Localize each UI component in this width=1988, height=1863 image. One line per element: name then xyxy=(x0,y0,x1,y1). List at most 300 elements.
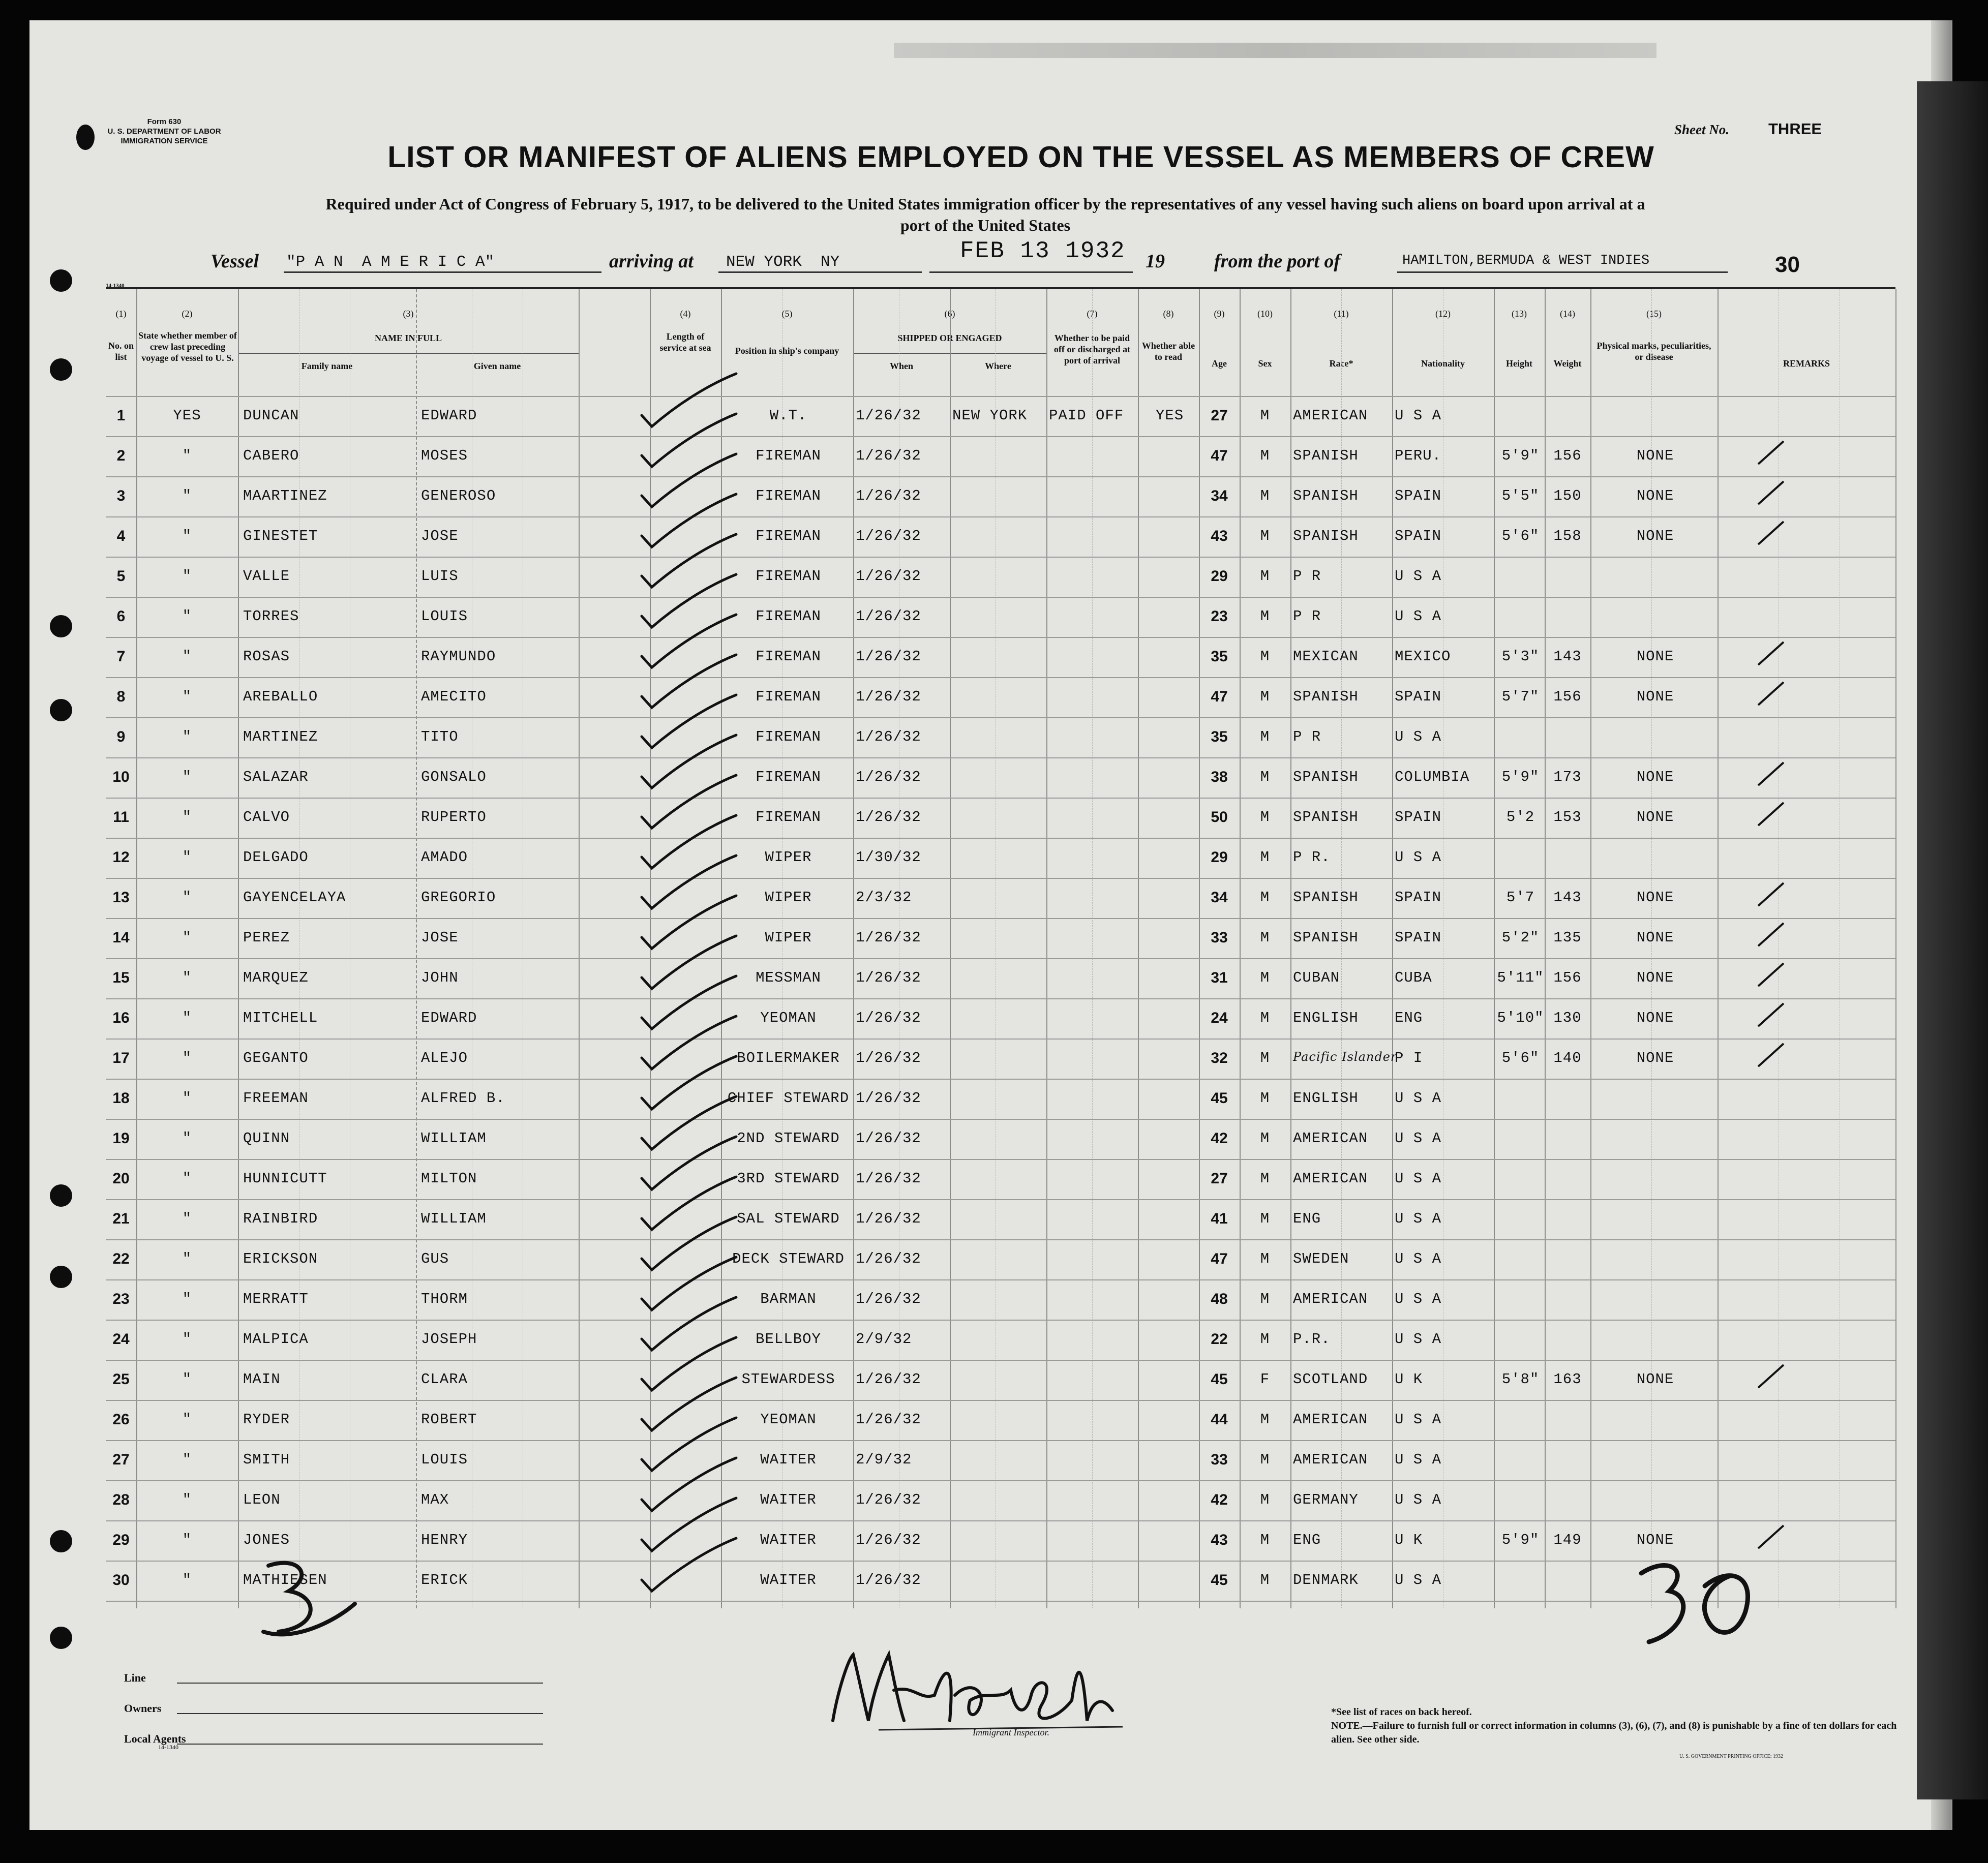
header-state-member: State whether member of crew last preceding voyage of vessel to U. S. xyxy=(138,330,237,363)
cell-given: GONSALO xyxy=(421,769,487,785)
cell-given: THORM xyxy=(421,1291,468,1307)
header-when: When xyxy=(889,361,913,371)
cell-height: 5'9" xyxy=(1501,769,1540,785)
table-row xyxy=(106,918,1895,957)
cell-age: 34 xyxy=(1211,889,1228,906)
cell-no: 10 xyxy=(112,769,130,785)
cell-sex: F xyxy=(1260,1371,1270,1388)
cell-no: 26 xyxy=(112,1411,130,1428)
cell-position: WIPER xyxy=(765,889,812,906)
date-stamp: FEB 13 1932 xyxy=(960,238,1126,264)
row-rule xyxy=(106,1039,1895,1040)
punch-hole xyxy=(50,269,72,292)
row-rule xyxy=(106,1079,1895,1080)
cell-family: MARQUEZ xyxy=(243,969,309,986)
remark-tick-icon xyxy=(1753,918,1794,954)
cell-age: 27 xyxy=(1211,407,1228,424)
table-row xyxy=(106,1480,1895,1519)
row-rule xyxy=(106,516,1895,517)
table-row xyxy=(106,1520,1895,1559)
arriving-underline xyxy=(718,271,922,273)
table-row xyxy=(106,1239,1895,1278)
cell-position: WIPER xyxy=(765,929,812,946)
cell-when: 1/30/32 xyxy=(856,849,921,866)
cell-age: 22 xyxy=(1211,1331,1228,1348)
row-rule xyxy=(106,1440,1895,1441)
cell-prev: " xyxy=(182,809,192,826)
vessel-label: Vessel xyxy=(210,251,259,272)
cell-when: 1/26/32 xyxy=(856,487,921,504)
cell-position: FIREMAN xyxy=(756,809,821,826)
cell-prev: " xyxy=(182,769,192,785)
cell-given: GUS xyxy=(421,1250,449,1267)
cell-sex: M xyxy=(1260,969,1270,986)
cell-prev: " xyxy=(182,528,192,544)
cell-no: 29 xyxy=(112,1532,130,1548)
cell-given: ALEJO xyxy=(421,1050,468,1066)
cell-given: MOSES xyxy=(421,447,468,464)
manifest-sheet xyxy=(29,20,1952,1830)
cell-sex: M xyxy=(1260,1130,1270,1147)
cell-height: 5'8" xyxy=(1501,1371,1540,1388)
cell-position: FIREMAN xyxy=(756,769,821,785)
cell-weight: 150 xyxy=(1553,487,1582,504)
cell-given: AMECITO xyxy=(421,688,487,705)
cell-position: FIREMAN xyxy=(756,568,821,585)
row-rule xyxy=(106,1199,1895,1200)
cell-phys: NONE xyxy=(1636,1532,1674,1548)
table-row xyxy=(106,1360,1895,1398)
cell-given: LOUIS xyxy=(421,1451,468,1468)
cell-position: WIPER xyxy=(765,849,812,866)
table-row xyxy=(106,1159,1895,1198)
table-row xyxy=(106,1440,1895,1479)
row-rule xyxy=(106,1400,1895,1401)
col-num-1: (1) xyxy=(115,309,127,319)
cell-when: 1/26/32 xyxy=(856,1210,921,1227)
table-row xyxy=(106,1400,1895,1439)
col-num-7: (7) xyxy=(1087,309,1098,319)
cell-given: LOUIS xyxy=(421,608,468,625)
remark-tick-icon xyxy=(1753,476,1794,512)
row-rule xyxy=(106,637,1895,638)
cell-when: 2/9/32 xyxy=(856,1331,912,1348)
bleed-through-print xyxy=(894,43,1656,58)
cell-no: 14 xyxy=(112,929,130,946)
row-rule xyxy=(106,918,1895,919)
cell-when: 1/26/32 xyxy=(856,769,921,785)
punch-hole xyxy=(50,699,72,721)
cell-given: CLARA xyxy=(421,1371,468,1388)
cell-prev: " xyxy=(182,1411,192,1428)
table-row xyxy=(106,1320,1895,1358)
agents-form-code: 14-1340 xyxy=(158,1744,178,1751)
cell-family: MAIN xyxy=(243,1371,281,1388)
row-rule xyxy=(106,1239,1895,1240)
row-rule xyxy=(106,557,1895,558)
cell-when: 1/26/32 xyxy=(856,407,921,424)
cell-when: 1/26/32 xyxy=(856,1090,921,1107)
cell-phys: NONE xyxy=(1636,648,1674,665)
cell-age: 33 xyxy=(1211,929,1228,946)
cell-no: 1 xyxy=(116,407,126,424)
cell-race: MEXICAN xyxy=(1293,648,1359,665)
cell-position: BELLBOY xyxy=(756,1331,821,1348)
col-num-2: (2) xyxy=(182,309,193,319)
remark-tick-icon xyxy=(1753,757,1794,793)
cell-prev: " xyxy=(182,1050,192,1066)
arriving-port: NEW YORK NY xyxy=(726,253,840,271)
cell-height: 5'6" xyxy=(1501,528,1540,544)
cell-prev: " xyxy=(182,1491,192,1508)
cell-height: 5'2 xyxy=(1506,809,1535,826)
cell-position: STEWARDESS xyxy=(741,1371,835,1388)
table-row xyxy=(106,516,1895,555)
table-row xyxy=(106,396,1895,435)
cell-race: AMERICAN xyxy=(1293,1130,1368,1147)
cell-no: 28 xyxy=(112,1491,130,1508)
table-row xyxy=(106,677,1895,716)
col-num-15: (15) xyxy=(1646,309,1662,319)
cell-no: 11 xyxy=(113,809,129,826)
cell-race: DENMARK xyxy=(1293,1572,1359,1589)
cell-nat: COLUMBIA xyxy=(1395,769,1470,785)
cell-position: FIREMAN xyxy=(756,728,821,745)
row-rule xyxy=(106,1480,1895,1481)
cell-prev: " xyxy=(182,728,192,745)
cell-when: 1/26/32 xyxy=(856,688,921,705)
cell-position: FIREMAN xyxy=(756,688,821,705)
cell-family: LEON xyxy=(243,1491,281,1508)
header-height: Height xyxy=(1506,358,1532,369)
handwritten-thirty xyxy=(1629,1555,1781,1657)
cell-no: 20 xyxy=(112,1170,130,1187)
cell-family: PEREZ xyxy=(243,929,290,946)
cell-position: CHIEF STEWARD xyxy=(727,1090,850,1107)
cell-height: 5'3" xyxy=(1501,648,1540,665)
cell-given: JOHN xyxy=(421,969,459,986)
cell-given: MILTON xyxy=(421,1170,477,1187)
header-name-in-full: NAME IN FULL xyxy=(374,333,442,343)
form-number: Form 630 xyxy=(147,117,182,126)
cell-race: P R xyxy=(1293,608,1321,625)
cell-race: P R xyxy=(1293,568,1321,585)
cell-nat: U S A xyxy=(1395,407,1442,424)
cell-when: 1/26/32 xyxy=(856,929,921,946)
cell-prev: " xyxy=(182,1572,192,1589)
cell-race: CUBAN xyxy=(1293,969,1340,986)
header-remarks: REMARKS xyxy=(1783,358,1830,369)
cell-position: 2ND STEWARD xyxy=(737,1130,840,1147)
cell-position: WAITER xyxy=(760,1532,817,1548)
row-rule xyxy=(106,757,1895,758)
cell-no: 22 xyxy=(112,1250,130,1267)
cell-race: SPANISH xyxy=(1293,487,1359,504)
cell-nat: SPAIN xyxy=(1395,809,1442,826)
subtitle-line-2: port of the United States xyxy=(900,216,1071,234)
cell-given: WILLIAM xyxy=(421,1210,487,1227)
cell-race: ENGLISH xyxy=(1293,1090,1359,1107)
cell-phys: NONE xyxy=(1636,487,1674,504)
cell-age: 43 xyxy=(1211,528,1228,544)
cell-sex: M xyxy=(1260,648,1270,665)
cell-prev: " xyxy=(182,1371,192,1388)
cell-height: 5'7" xyxy=(1501,688,1540,705)
remark-tick-icon xyxy=(1753,998,1794,1034)
cell-age: 24 xyxy=(1211,1010,1228,1026)
cell-family: MERRATT xyxy=(243,1291,309,1307)
table-row xyxy=(106,637,1895,676)
cell-age: 29 xyxy=(1211,849,1228,866)
col-num-10: (10) xyxy=(1257,309,1273,319)
cell-no: 7 xyxy=(116,648,126,665)
cell-prev: " xyxy=(182,1331,192,1348)
cell-age: 33 xyxy=(1211,1451,1228,1468)
header-race: Race* xyxy=(1329,358,1353,369)
inspector-signature xyxy=(818,1644,1133,1736)
cell-given: WILLIAM xyxy=(421,1130,487,1147)
cell-no: 12 xyxy=(112,849,130,866)
cell-race: SPANISH xyxy=(1293,447,1359,464)
cell-weight: 163 xyxy=(1553,1371,1582,1388)
page-title: LIST OR MANIFEST OF ALIENS EMPLOYED ON THE VESSEL AS MEMBERS OF CREW xyxy=(387,140,1654,174)
cell-family: MALPICA xyxy=(243,1331,309,1348)
cell-nat: U S A xyxy=(1395,608,1442,625)
cell-age: 23 xyxy=(1211,608,1228,625)
cell-sex: M xyxy=(1260,1331,1270,1348)
cell-phys: NONE xyxy=(1636,1050,1674,1066)
cell-when: 1/26/32 xyxy=(856,728,921,745)
cell-age: 42 xyxy=(1211,1491,1228,1508)
cell-weight: 156 xyxy=(1553,688,1582,705)
cell-sex: M xyxy=(1260,1090,1270,1107)
cell-given: EDWARD xyxy=(421,407,477,424)
cell-given: GENEROSO xyxy=(421,487,496,504)
cell-no: 16 xyxy=(112,1010,130,1026)
cell-given: LUIS xyxy=(421,568,459,585)
header-where: Where xyxy=(985,361,1011,371)
cell-nat: P I xyxy=(1395,1050,1423,1066)
cell-when: 1/26/32 xyxy=(856,1291,921,1307)
cell-given: JOSE xyxy=(421,929,459,946)
cell-family: RAINBIRD xyxy=(243,1210,318,1227)
form-identifier xyxy=(106,117,223,146)
cell-prev: " xyxy=(182,1170,192,1187)
date-underline xyxy=(929,271,1133,273)
from-port-value: HAMILTON,BERMUDA & WEST INDIES xyxy=(1402,253,1650,268)
cell-no: 2 xyxy=(116,447,126,464)
cell-age: 45 xyxy=(1211,1090,1228,1107)
table-row xyxy=(106,798,1895,836)
cell-age: 43 xyxy=(1211,1532,1228,1548)
races-note: *See list of races on back hereof. xyxy=(1331,1706,1472,1718)
cell-family: GAYENCELAYA xyxy=(243,889,346,906)
cell-age: 44 xyxy=(1211,1411,1228,1428)
cell-prev: " xyxy=(182,929,192,946)
cell-given: RUPERTO xyxy=(421,809,487,826)
col-num-11: (11) xyxy=(1334,309,1349,319)
cell-no: 9 xyxy=(116,728,126,745)
cell-position: DECK STEWARD xyxy=(732,1250,845,1267)
cell-when: 1/26/32 xyxy=(856,1411,921,1428)
cell-position: BARMAN xyxy=(760,1291,817,1307)
cell-family: QUINN xyxy=(243,1130,290,1147)
cell-given: HENRY xyxy=(421,1532,468,1548)
header-position: Position in ship's company xyxy=(735,346,839,356)
cell-nat: SPAIN xyxy=(1395,929,1442,946)
line-underline xyxy=(177,1683,543,1684)
cell-position: YEOMAN xyxy=(760,1411,817,1428)
table-row xyxy=(106,958,1895,997)
header-sex: Sex xyxy=(1258,358,1272,369)
cell-when: 1/26/32 xyxy=(856,1491,921,1508)
cell-nat: U S A xyxy=(1395,568,1442,585)
punch-hole xyxy=(50,1266,72,1288)
remark-tick-icon xyxy=(1753,516,1794,552)
table-row xyxy=(106,1279,1895,1318)
cell-when: 1/26/32 xyxy=(856,1170,921,1187)
cell-position: W.T. xyxy=(769,407,807,424)
cell-sex: M xyxy=(1260,1411,1270,1428)
cell-nat: SPAIN xyxy=(1395,889,1442,906)
col-num-12: (12) xyxy=(1435,309,1451,319)
cell-position: FIREMAN xyxy=(756,648,821,665)
vessel-name: "P A N A M E R I C A" xyxy=(286,253,495,271)
cell-age: 31 xyxy=(1211,969,1228,986)
cell-no: 30 xyxy=(112,1572,130,1589)
cell-phys: NONE xyxy=(1636,1371,1674,1388)
cell-nat: PERU. xyxy=(1395,447,1442,464)
corner-sheet-count: 30 xyxy=(1775,252,1800,277)
cell-read: YES xyxy=(1155,407,1184,424)
cell-phys: NONE xyxy=(1636,1010,1674,1026)
punch-hole xyxy=(50,1530,72,1552)
cell-when: 1/26/32 xyxy=(856,447,921,464)
cell-no: 19 xyxy=(112,1130,130,1147)
cell-height: 5'2" xyxy=(1501,929,1540,946)
cell-age: 35 xyxy=(1211,728,1228,745)
cell-nat: SPAIN xyxy=(1395,487,1442,504)
cell-position: BOILERMAKER xyxy=(737,1050,840,1066)
table-row xyxy=(106,1079,1895,1117)
table-row xyxy=(106,878,1895,917)
cell-family: DUNCAN xyxy=(243,407,299,424)
cell-sex: M xyxy=(1260,1050,1270,1066)
cell-age: 45 xyxy=(1211,1572,1228,1589)
cell-weight: 140 xyxy=(1553,1050,1582,1066)
header-nationality: Nationality xyxy=(1421,358,1465,369)
form-subtitle xyxy=(136,193,1834,236)
cell-race: GERMANY xyxy=(1293,1491,1359,1508)
cell-sex: M xyxy=(1260,728,1270,745)
cell-race: P R xyxy=(1293,728,1321,745)
table-row xyxy=(106,1039,1895,1077)
sheet-number-value: THREE xyxy=(1768,120,1822,138)
footer-note xyxy=(1331,1705,1901,1747)
cell-family: MATHIESEN xyxy=(243,1572,327,1589)
cell-nat: U S A xyxy=(1395,1331,1442,1348)
table-row xyxy=(106,717,1895,756)
printing-office: U. S. GOVERNMENT PRINTING OFFICE: 1932 xyxy=(1679,1754,1783,1759)
cell-height: 5'6" xyxy=(1501,1050,1540,1066)
cell-no: 21 xyxy=(112,1210,130,1227)
cell-sex: M xyxy=(1260,1170,1270,1187)
cell-sex: M xyxy=(1260,688,1270,705)
cell-nat: SPAIN xyxy=(1395,688,1442,705)
cell-no: 5 xyxy=(116,568,126,585)
table-row xyxy=(106,1199,1895,1238)
service-label: IMMIGRATION SERVICE xyxy=(121,137,208,145)
cell-family: CALVO xyxy=(243,809,290,826)
cell-sex: M xyxy=(1260,528,1270,544)
header-given-name: Given name xyxy=(473,361,521,371)
agents-label: Local Agents xyxy=(124,1732,186,1745)
cell-weight: 158 xyxy=(1553,528,1582,544)
header-no-on-list: No. on list xyxy=(108,341,134,362)
cell-no: 18 xyxy=(112,1090,130,1107)
row-rule xyxy=(106,958,1895,959)
header-age: Age xyxy=(1212,358,1227,369)
cell-race: SPANISH xyxy=(1293,889,1359,906)
cell-when: 1/26/32 xyxy=(856,1572,921,1589)
cell-position: WAITER xyxy=(760,1491,817,1508)
cell-age: 42 xyxy=(1211,1130,1228,1147)
cell-no: 27 xyxy=(112,1451,130,1468)
cell-race: P R. xyxy=(1293,849,1331,866)
header-weight: Weight xyxy=(1553,358,1582,369)
cell-sex: M xyxy=(1260,608,1270,625)
cell-when: 2/9/32 xyxy=(856,1451,912,1468)
cell-given: AMADO xyxy=(421,849,468,866)
punch-hole xyxy=(76,125,95,150)
cell-prev: " xyxy=(182,487,192,504)
cell-phys: NONE xyxy=(1636,447,1674,464)
col-num-4: (4) xyxy=(680,309,691,319)
col-line xyxy=(1895,289,1896,1608)
cell-height: 5'9" xyxy=(1501,1532,1540,1548)
cell-nat: U K xyxy=(1395,1371,1423,1388)
cell-prev: " xyxy=(182,1532,192,1548)
cell-no: 8 xyxy=(116,688,126,705)
cell-position: MESSMAN xyxy=(756,969,821,986)
cell-where: NEW YORK xyxy=(952,407,1028,424)
cell-phys: NONE xyxy=(1636,969,1674,986)
cell-no: 23 xyxy=(112,1291,130,1307)
table-row xyxy=(106,998,1895,1037)
cell-nat: U S A xyxy=(1395,1491,1442,1508)
cell-nat: SPAIN xyxy=(1395,528,1442,544)
cell-no: 4 xyxy=(116,528,126,544)
subtitle-line-1: Required under Act of Congress of February 5, 1917, to be delivered to the United States immigration officer by the representatives of any vessel having such aliens on board upon arrival at a xyxy=(325,195,1645,213)
cell-race: SCOTLAND xyxy=(1293,1371,1368,1388)
cell-position: WAITER xyxy=(760,1572,817,1589)
inspector-label: Immigrant Inspector. xyxy=(973,1727,1049,1737)
cell-nat: MEXICO xyxy=(1395,648,1451,665)
col-num-6: (6) xyxy=(944,309,955,319)
cell-given: TITO xyxy=(421,728,459,745)
manifest-table xyxy=(106,283,1895,1662)
cell-position: FIREMAN xyxy=(756,447,821,464)
cell-when: 1/26/32 xyxy=(856,1250,921,1267)
remark-tick-icon xyxy=(1753,1360,1794,1395)
cell-sex: M xyxy=(1260,809,1270,826)
cell-race: SPANISH xyxy=(1293,809,1359,826)
cell-prev: YES xyxy=(173,407,201,424)
cell-age: 47 xyxy=(1211,447,1228,464)
cell-sex: M xyxy=(1260,769,1270,785)
remark-tick-icon xyxy=(1753,958,1794,994)
cell-position: YEOMAN xyxy=(760,1010,817,1026)
